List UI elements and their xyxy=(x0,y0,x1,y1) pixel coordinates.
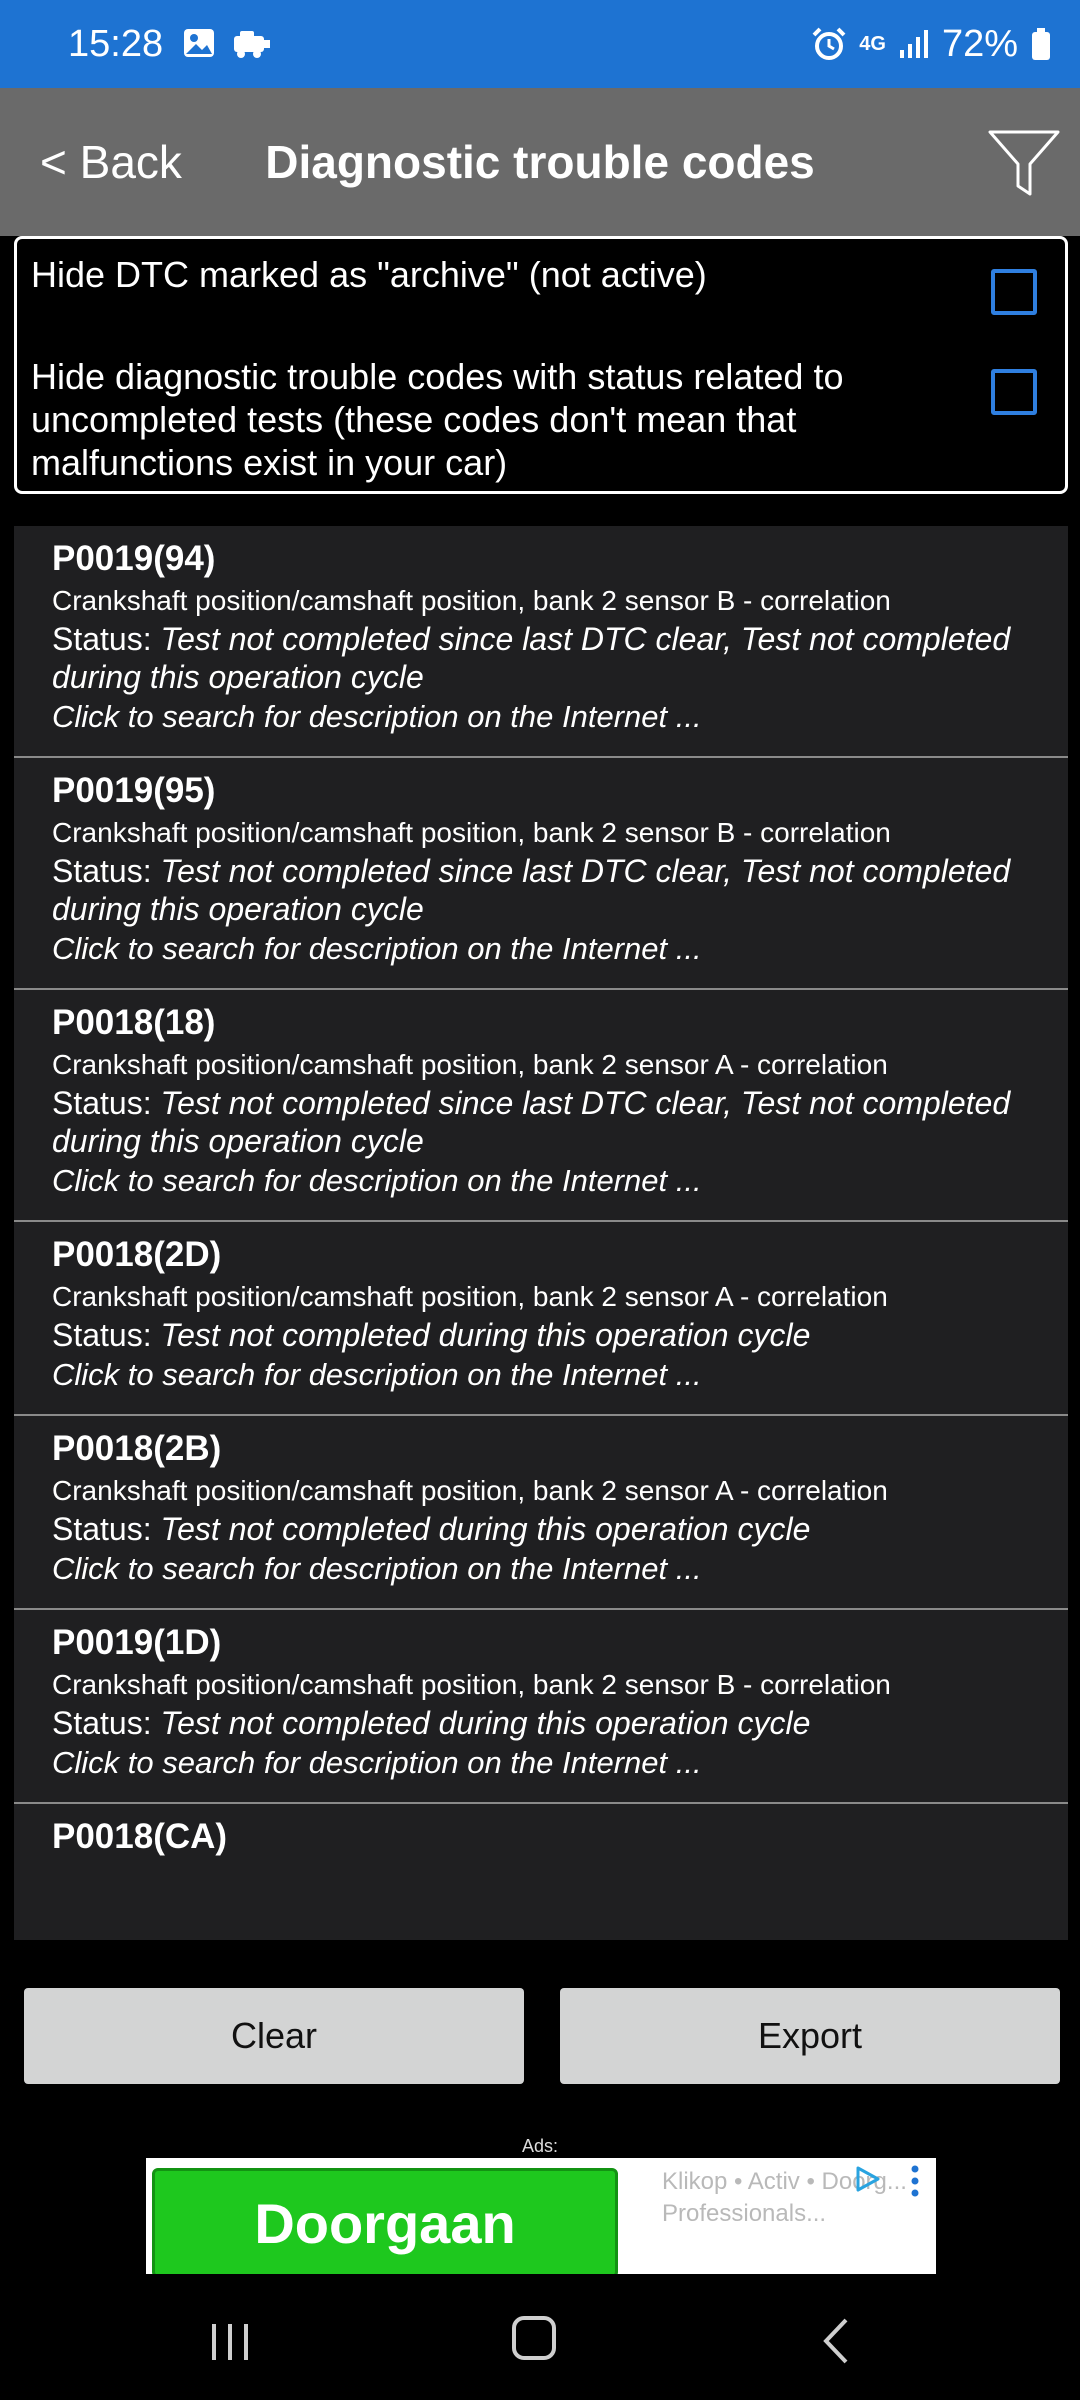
dtc-code: P0019(94) xyxy=(52,539,216,578)
dtc-status xyxy=(52,1704,1068,1742)
dtc-description: Crankshaft position/camshaft position, bank 2 sensor A - correlation xyxy=(52,1049,888,1080)
dtc-status xyxy=(52,1084,1068,1160)
status-bar xyxy=(0,0,1080,88)
status-prefix: Status: xyxy=(52,853,152,889)
status-value: Test not completed during this operation cycle xyxy=(160,1705,811,1741)
ad-side-text: Klikop • Activ • Doorg... Professionals... xyxy=(662,2168,907,2227)
dtc-item[interactable] xyxy=(14,1610,1068,1804)
battery-percent: 72% xyxy=(941,22,1018,65)
notification-icons xyxy=(182,26,272,60)
dtc-item[interactable] xyxy=(14,990,1068,1222)
dtc-item[interactable] xyxy=(14,526,1068,758)
status-prefix: Status: xyxy=(52,1511,152,1547)
status-value: Test not completed during this operation cycle xyxy=(160,1317,811,1353)
dtc-description: Crankshaft position/camshaft position, bank 2 sensor B - correlation xyxy=(52,585,891,616)
status-prefix: Status: xyxy=(52,621,152,657)
search-internet-link[interactable]: Click to search for description on the Internet ... xyxy=(52,1551,702,1586)
search-internet-link[interactable]: Click to search for description on the Internet ... xyxy=(52,1163,702,1198)
recent-apps-icon[interactable] xyxy=(208,2320,252,2364)
status-prefix: Status: xyxy=(52,1705,152,1741)
filter-options-panel xyxy=(14,236,1068,494)
hide-uncompleted-checkbox[interactable] xyxy=(991,369,1037,415)
status-prefix: Status: xyxy=(52,1085,152,1121)
status-value: Test not completed since last DTC clear, Test not completed during this operation cycle xyxy=(52,1085,1011,1159)
search-internet-link[interactable]: Click to search for description on the Internet ... xyxy=(52,1357,702,1392)
ad-banner[interactable] xyxy=(146,2158,936,2274)
hide-uncompleted-label: Hide diagnostic trouble codes with status related to uncompleted tests (these codes don't mean that malfunctions exist in your car) xyxy=(31,356,844,483)
ad-menu-icon[interactable] xyxy=(908,2164,922,2198)
dtc-item[interactable] xyxy=(14,1222,1068,1416)
status-prefix: Status: xyxy=(52,1317,152,1353)
signal-icon xyxy=(898,28,930,60)
export-button[interactable]: Export xyxy=(560,1988,1060,2084)
dtc-code: P0018(2B) xyxy=(52,1429,222,1468)
dtc-list[interactable] xyxy=(14,526,1068,1940)
dtc-code: P0018(18) xyxy=(52,1003,216,1042)
dtc-status xyxy=(52,1510,1068,1548)
alarm-icon xyxy=(811,26,847,62)
back-button[interactable]: < Back xyxy=(40,136,182,188)
dtc-code: P0018(CA) xyxy=(52,1817,228,1856)
search-internet-link[interactable]: Click to search for description on the Internet ... xyxy=(52,1745,702,1780)
clear-button[interactable]: Clear xyxy=(24,1988,524,2084)
ads-label: Ads: xyxy=(521,2136,559,2156)
dtc-description: Crankshaft position/camshaft position, bank 2 sensor B - correlation xyxy=(52,817,891,848)
search-internet-link[interactable]: Click to search for description on the Internet ... xyxy=(52,699,702,734)
network-type: 4G xyxy=(859,32,886,55)
dtc-description: Crankshaft position/camshaft position, bank 2 sensor B - correlation xyxy=(52,1669,891,1700)
car-icon xyxy=(230,26,272,60)
page-title: Diagnostic trouble codes xyxy=(265,136,815,188)
dtc-status xyxy=(52,852,1068,928)
status-value: Test not completed during this operation cycle xyxy=(160,1511,811,1547)
status-value: Test not completed since last DTC clear, Test not completed during this operation cycle xyxy=(52,853,1011,927)
nav-back-icon[interactable] xyxy=(816,2316,856,2366)
dtc-description: Crankshaft position/camshaft position, bank 2 sensor A - correlation xyxy=(52,1281,888,1312)
dtc-status xyxy=(52,620,1068,696)
dtc-code: P0019(1D) xyxy=(52,1623,222,1662)
dtc-code: P0018(2D) xyxy=(52,1235,222,1274)
system-indicators xyxy=(811,0,1052,88)
dtc-description: Crankshaft position/camshaft position, bank 2 sensor A - correlation xyxy=(52,1475,888,1506)
dtc-code: P0019(95) xyxy=(52,771,216,810)
dtc-item[interactable] xyxy=(14,1416,1068,1610)
hide-archive-checkbox[interactable] xyxy=(991,269,1037,315)
dtc-item[interactable] xyxy=(14,1804,1068,1878)
battery-icon xyxy=(1030,27,1052,61)
dtc-item[interactable] xyxy=(14,758,1068,990)
gallery-icon xyxy=(182,26,216,60)
hide-archive-label: Hide DTC marked as "archive" (not active) xyxy=(31,254,707,295)
app-bar xyxy=(0,88,1080,236)
home-icon[interactable] xyxy=(512,2316,556,2360)
status-value: Test not completed since last DTC clear, Test not completed during this operation cycle xyxy=(52,621,1011,695)
clock: 15:28 xyxy=(68,22,164,65)
search-internet-link[interactable]: Click to search for description on the Internet ... xyxy=(52,931,702,966)
ad-cta-button[interactable]: Doorgaan xyxy=(152,2168,618,2274)
adchoices-icon[interactable] xyxy=(852,2164,882,2194)
filter-icon[interactable] xyxy=(986,124,1062,200)
system-nav-bar xyxy=(0,2290,1080,2400)
dtc-status xyxy=(52,1316,1068,1354)
